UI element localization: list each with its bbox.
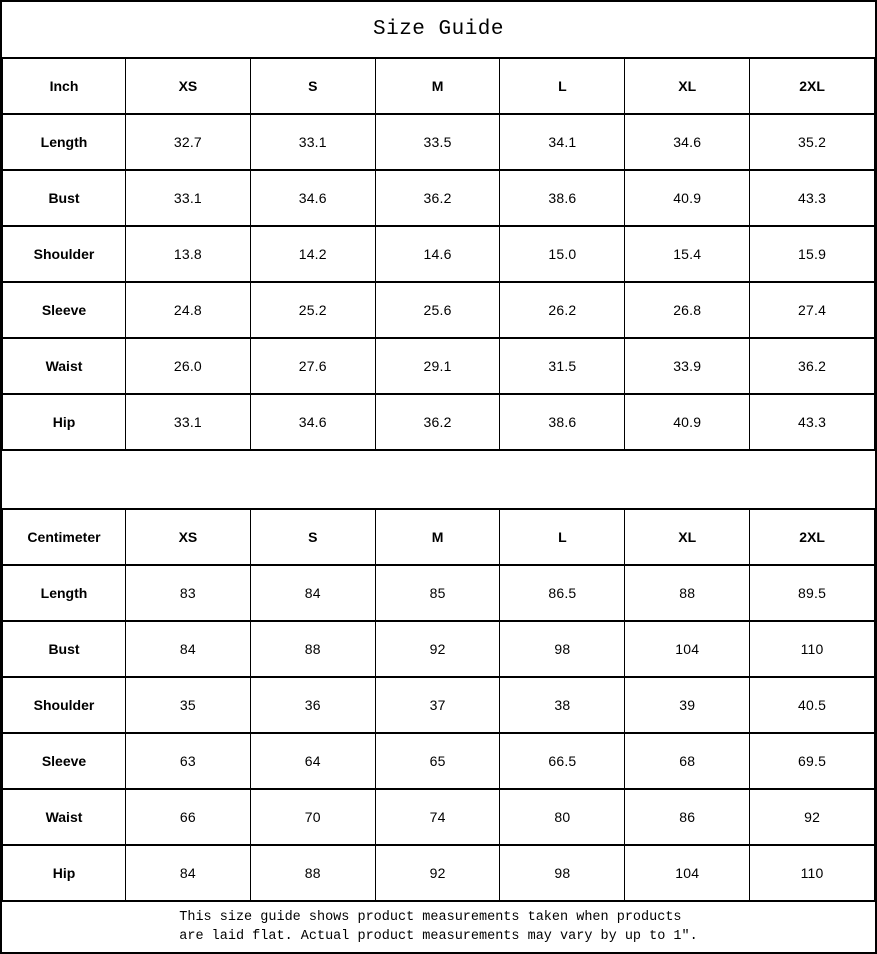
measurement-label: Hip xyxy=(3,394,126,450)
measurement-label: Waist xyxy=(3,338,126,394)
measurement-value: 27.6 xyxy=(250,338,375,394)
measurement-value: 92 xyxy=(750,789,875,845)
measurement-value: 34.6 xyxy=(250,394,375,450)
measurement-value: 26.0 xyxy=(126,338,251,394)
size-column-header: XS xyxy=(126,509,251,565)
measurement-value: 68 xyxy=(625,733,750,789)
measurement-value: 80 xyxy=(500,789,625,845)
measurement-value: 35 xyxy=(126,677,251,733)
measurement-value: 83 xyxy=(126,565,251,621)
centimeter-size-table xyxy=(2,508,875,902)
measurement-value: 66.5 xyxy=(500,733,625,789)
measurement-value: 89.5 xyxy=(750,565,875,621)
measurement-value: 34.6 xyxy=(625,114,750,170)
measurement-value: 38 xyxy=(500,677,625,733)
measurement-label: Sleeve xyxy=(3,733,126,789)
measurement-value: 86 xyxy=(625,789,750,845)
measurement-value: 25.2 xyxy=(250,282,375,338)
measurement-row xyxy=(3,394,875,450)
measurement-value: 86.5 xyxy=(500,565,625,621)
measurement-value: 38.6 xyxy=(500,394,625,450)
measurement-value: 39 xyxy=(625,677,750,733)
page-title: Size Guide xyxy=(372,18,505,41)
measurement-value: 29.1 xyxy=(375,338,500,394)
measurement-value: 33.5 xyxy=(375,114,500,170)
measurement-value: 92 xyxy=(375,845,500,901)
size-column-header: XL xyxy=(625,509,750,565)
measurement-row xyxy=(3,621,875,677)
inch-size-table xyxy=(2,57,875,451)
size-column-header: XS xyxy=(126,58,251,114)
measurement-value: 98 xyxy=(500,621,625,677)
measurement-value: 26.2 xyxy=(500,282,625,338)
measurement-value: 25.6 xyxy=(375,282,500,338)
measurement-value: 65 xyxy=(375,733,500,789)
measurement-value: 43.3 xyxy=(750,394,875,450)
measurement-value: 110 xyxy=(750,621,875,677)
measurement-value: 32.7 xyxy=(126,114,251,170)
measurement-label: Hip xyxy=(3,845,126,901)
measurement-row xyxy=(3,677,875,733)
measurement-row xyxy=(3,282,875,338)
measurement-value: 85 xyxy=(375,565,500,621)
measurement-value: 34.6 xyxy=(250,170,375,226)
measurement-value: 43.3 xyxy=(750,170,875,226)
measurement-value: 92 xyxy=(375,621,500,677)
measurement-value: 14.6 xyxy=(375,226,500,282)
measurement-label: Shoulder xyxy=(3,677,126,733)
measurement-value: 31.5 xyxy=(500,338,625,394)
measurement-value: 15.9 xyxy=(750,226,875,282)
header-row xyxy=(3,58,875,114)
measurement-value: 15.0 xyxy=(500,226,625,282)
measurement-row xyxy=(3,845,875,901)
size-column-header: L xyxy=(500,509,625,565)
measurement-row xyxy=(3,226,875,282)
measurement-value: 88 xyxy=(250,845,375,901)
measurement-row xyxy=(3,114,875,170)
size-column-header: S xyxy=(250,509,375,565)
measurement-value: 88 xyxy=(250,621,375,677)
measurement-value: 36.2 xyxy=(750,338,875,394)
measurement-label: Sleeve xyxy=(3,282,126,338)
measurement-value: 34.1 xyxy=(500,114,625,170)
measurement-value: 38.6 xyxy=(500,170,625,226)
measurement-value: 70 xyxy=(250,789,375,845)
measurement-value: 36.2 xyxy=(375,394,500,450)
measurement-value: 88 xyxy=(625,565,750,621)
unit-header-cell: Centimeter xyxy=(3,509,126,565)
measurement-value: 84 xyxy=(126,621,251,677)
footer-note-line1: This size guide shows product measurements taken when products xyxy=(179,910,682,925)
measurement-value: 84 xyxy=(250,565,375,621)
footer-note xyxy=(2,902,875,952)
size-column-header: 2XL xyxy=(750,509,875,565)
measurement-value: 27.4 xyxy=(750,282,875,338)
measurement-value: 63 xyxy=(126,733,251,789)
measurement-value: 66 xyxy=(126,789,251,845)
measurement-value: 104 xyxy=(625,845,750,901)
measurement-value: 33.9 xyxy=(625,338,750,394)
measurement-value: 26.8 xyxy=(625,282,750,338)
measurement-value: 74 xyxy=(375,789,500,845)
unit-header-cell: Inch xyxy=(3,58,126,114)
measurement-value: 69.5 xyxy=(750,733,875,789)
footer-note-line2: are laid flat. Actual product measurements may vary by up to 1″. xyxy=(179,929,698,944)
size-column-header: XL xyxy=(625,58,750,114)
measurement-value: 64 xyxy=(250,733,375,789)
measurement-value: 37 xyxy=(375,677,500,733)
size-column-header: 2XL xyxy=(750,58,875,114)
measurement-value: 33.1 xyxy=(126,394,251,450)
size-column-header: S xyxy=(250,58,375,114)
measurement-row xyxy=(3,733,875,789)
measurement-label: Bust xyxy=(3,170,126,226)
measurement-value: 40.5 xyxy=(750,677,875,733)
measurement-value: 36 xyxy=(250,677,375,733)
measurement-value: 84 xyxy=(126,845,251,901)
measurement-row xyxy=(3,789,875,845)
table-spacer xyxy=(2,451,875,508)
measurement-value: 13.8 xyxy=(126,226,251,282)
measurement-value: 33.1 xyxy=(250,114,375,170)
measurement-value: 14.2 xyxy=(250,226,375,282)
size-column-header: M xyxy=(375,509,500,565)
measurement-value: 40.9 xyxy=(625,170,750,226)
measurement-row xyxy=(3,565,875,621)
size-column-header: M xyxy=(375,58,500,114)
measurement-value: 36.2 xyxy=(375,170,500,226)
measurement-value: 35.2 xyxy=(750,114,875,170)
measurement-label: Length xyxy=(3,114,126,170)
measurement-value: 40.9 xyxy=(625,394,750,450)
measurement-label: Length xyxy=(3,565,126,621)
header-row xyxy=(3,509,875,565)
measurement-value: 33.1 xyxy=(126,170,251,226)
measurement-value: 110 xyxy=(750,845,875,901)
measurement-label: Shoulder xyxy=(3,226,126,282)
measurement-label: Waist xyxy=(3,789,126,845)
size-column-header: L xyxy=(500,58,625,114)
measurement-value: 15.4 xyxy=(625,226,750,282)
measurement-value: 24.8 xyxy=(126,282,251,338)
measurement-row xyxy=(3,338,875,394)
measurement-row xyxy=(3,170,875,226)
measurement-value: 98 xyxy=(500,845,625,901)
measurement-value: 104 xyxy=(625,621,750,677)
measurement-label: Bust xyxy=(3,621,126,677)
footer-note-lines xyxy=(179,908,697,946)
